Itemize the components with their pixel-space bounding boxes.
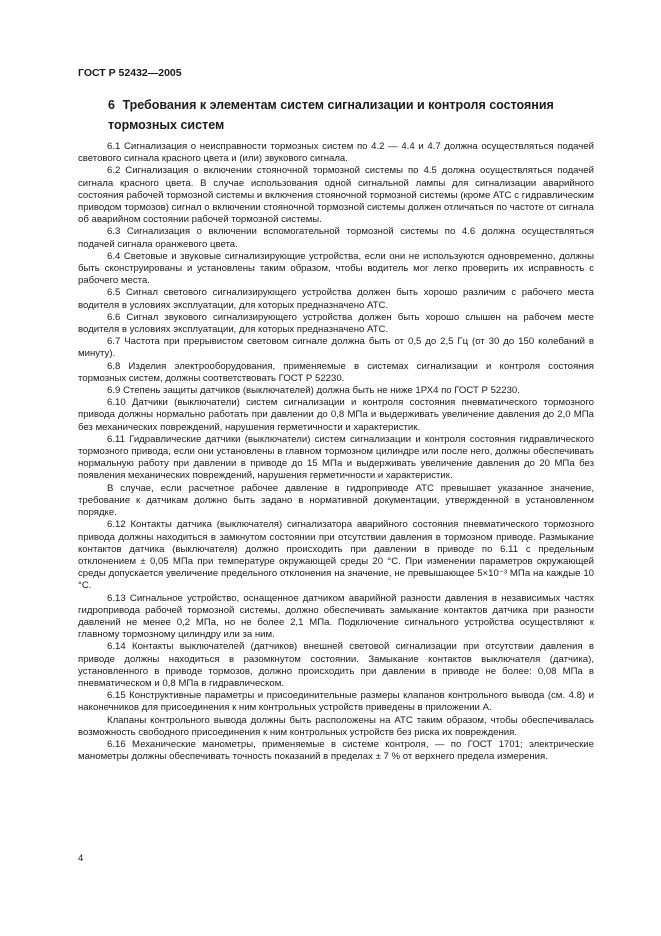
paragraph-6-6: 6.6 Сигнал звукового сигнализирующего устройства должен быть хорошо слышен на рабочем месте водителя в условиях эксплуатации, для которых предназначено АТС.	[78, 311, 594, 336]
page-number: 4	[78, 853, 84, 864]
paragraph-6-2: 6.2 Сигнализация о включении стояночной тормозной системы по 4.5 должна осуществляться подачей сигнала красного цвета. В случае использования одной сигнальной лампы для сигнализации аварийного состояния рабочей тормозной системы и включения стояночной тормозной системы (кроме АТС с гидравлическим приводом тормозов) сигнал о включении стояночной тормозной системы должен отличаться по частоте от сигнала об аварийном состоянии рабочей тормозной системы.	[78, 165, 594, 226]
paragraph-6-3: 6.3 Сигнализация о включении вспомогательной тормозной системы по 4.6 должна осуществляться подачей сигнала оранжевого цвета.	[78, 226, 594, 250]
document-header: ГОСТ Р 52432—2005	[78, 67, 182, 79]
paragraph-6-10: 6.10 Датчики (выключатели) систем сигнализации и контроля состояния пневматического тормозного привода должны нормально работать при давлении до 0,8 МПа и выдерживать увеличение давления до 2,0 МПа без механических повреждений, нарушения герметичности и характеристик.	[78, 397, 594, 433]
paragraph-6-11-note: В случае, если расчетное рабочее давление в гидроприводе АТС превышает указанное значение, требование к датчикам должно быть задано в нормативной документации, утвержденной в установленном порядке.	[78, 482, 594, 519]
paragraph-6-4: 6.4 Световые и звуковые сигнализирующие устройства, если они не используются одновременно, должны быть сконструированы и установлены таким образом, чтобы водитель мог легко проверить их исправность с рабочего места.	[78, 250, 594, 287]
paragraph-6-5: 6.5 Сигнал светового сигнализирующего устройства должен быть хорошо различим с рабочего места водителя в условиях эксплуатации, для которых предназначено АТС.	[78, 287, 594, 311]
paragraph-6-1: 6.1 Сигнализация о неисправности тормозных систем по 4.2 — 4.4 и 4.7 должна осуществляться подачей светового сигнала красного цвета и (или) звукового сигнала.	[78, 141, 594, 165]
paragraph-6-12: 6.12 Контакты датчика (выключателя) сигнализатора аварийного состояния пневматического тормозного привода должны находиться в замкнутом состоянии при отсутствии давления в тормозном приводе. Размыкание контактов датчика (выключателя) должно происходить при давлении в приводе по 6.11 с предельным отклонением ± 0,05 МПа при температуре окружающей среды 20 °С. При изменении параметров окружающей среды допускается увеличение предельного отклонения на значение, не превышающее 5×10⁻³ МПа на каждые 10 °С.	[78, 519, 594, 592]
section-number: 6	[108, 98, 115, 112]
paragraph-6-11: 6.11 Гидравлические датчики (выключатели) систем сигнализации и контроля состояния гидравлического тормозного привода, если они установлены в главном тормозном цилиндре или после него, должны обеспечивать нормальную работу при давлении в приводе до 15 МПа и выдерживать увеличение давления до 20 МПа без появления механических повреждений, нарушения герметичности и характеристик.	[78, 433, 594, 482]
paragraph-6-15: 6.15 Конструктивные параметры и присоединительные размеры клапанов контрольного вывода (см. 4.8) и наконечников для присоединения к ним контрольных устройств приведены в приложении А.	[78, 690, 594, 714]
paragraph-6-15-note: Клапаны контрольного вывода должны быть расположены на АТС таким образом, чтобы обеспечивалась возможность свободного присоединения к ним контрольных устройств без риска их повреждения.	[78, 714, 594, 738]
paragraph-6-13: 6.13 Сигнальное устройство, оснащенное датчиком аварийной разности давления в независимых частях гидропривода рабочей тормозной системы, должно обеспечивать замыкание контактов датчика при разности давлений не менее 0,2 МПа, но не более 2,1 МПа. Подключение сигнального устройства осуществляют к главному тормозному цилиндру или за ним.	[78, 592, 594, 641]
document-body	[78, 141, 594, 763]
section-title	[108, 95, 608, 135]
paragraph-6-7: 6.7 Частота при прерывистом световом сигнале должна быть от 0,5 до 2,5 Гц (от 30 до 150 колебаний в минуту).	[78, 336, 594, 360]
paragraph-6-8: 6.8 Изделия электрооборудования, применяемые в системах сигнализации и контроля состояния тормозных систем, должны соответствовать ГОСТ Р 52230.	[78, 360, 594, 384]
paragraph-6-14: 6.14 Контакты выключателей (датчиков) внешней световой сигнализации при отсутствии давления в приводе должны находиться в разомкнутом состоянии. Замыкание контактов выключателя (датчика), установленного в приводе тормозов, должно происходить при давлении в приводе не более: 0,08 МПа в пневматическом и 0,8 МПа в гидравлическом.	[78, 641, 594, 689]
paragraph-6-16: 6.16 Механические манометры, применяемые в системе контроля, — по ГОСТ 1701; электрические манометры должны обеспечивать точность показаний в пределах ± 7 % от верхнего предела измерения.	[78, 738, 594, 763]
section-title-text: Требования к элементам систем сигнализации и контроля состояния тормозных систем	[108, 98, 554, 132]
paragraph-6-9: 6.9 Степень защиты датчиков (выключателей) должна быть не ниже 1РХ4 по ГОСТ Р 52230.	[107, 385, 520, 397]
